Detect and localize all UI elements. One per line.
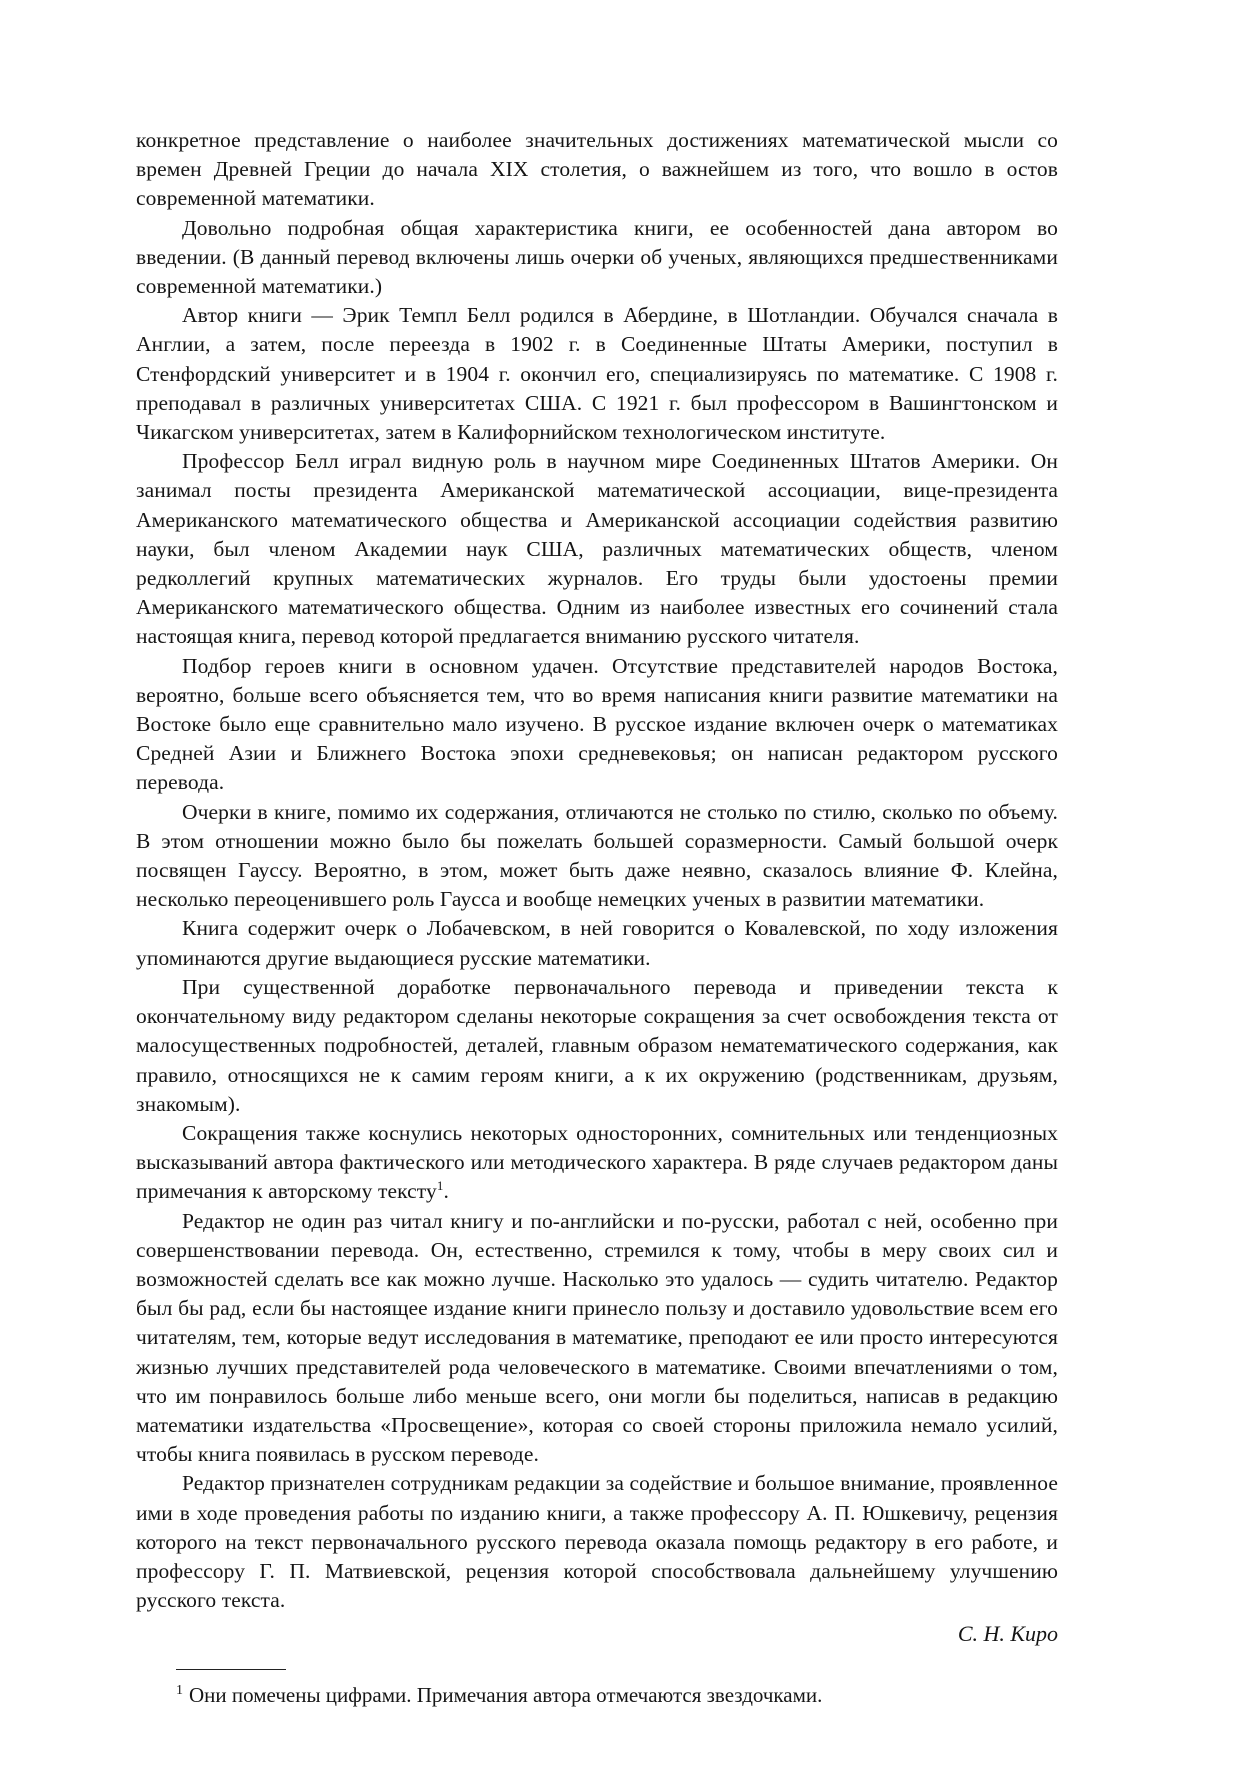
paragraph-editorial-notes [136, 1119, 1058, 1207]
paragraph-editorial-notes-text: Сокращения также коснулись некоторых односторонних, сомнительных или тенденциозных высказываний автора фактического или методического характера. В ряде случаев редактором даны примечания к авторскому тексту [136, 1120, 1058, 1204]
footnote-reference: 1 [436, 1178, 444, 1194]
footnote-mark: 1 [176, 1683, 183, 1699]
paragraph-selection-of-heroes: Подбор героев книги в основном удачен. Отсутствие представителей народов Востока, вероятно, больше всего объясняется тем, что во время написания книги развитие математики на Востоке было еще сравнительно мало изучено. В русское издание включен очерк о математиках Средней Азии и Ближнего Востока эпохи средневековья; он написан редактором русского перевода. [136, 653, 1058, 795]
paragraph-introduction-note: Довольно подробная общая характеристика книги, ее особенностей дана автором во введении. (В данный перевод включены лишь очерки об ученых, являющихся предшественниками современной математики.) [136, 215, 1058, 299]
paragraph-author-biography: Автор книги — Эрик Темпл Белл родился в Абердине, в Шотландии. Обучался сначала в Англии, а затем, после переезда в 1902 г. в Соединенные Штаты Америки, поступил в Стенфордский университет и в 1904 г. окончил его, специализируясь по математике. С 1908 г. преподавал в различных университетах США. С 1921 г. был профессором в Вашингтонском и Чикагском университетах, затем в Калифорнийском технологическом институте. [136, 303, 1058, 445]
document-page [136, 126, 1058, 1710]
footnote-divider [176, 1669, 286, 1670]
paragraph-editor-work: Редактор не один раз читал книгу и по-английски и по-русски, работал с ней, особенно при совершенствовании перевода. Он, естественно, стремился к тому, чтобы в меру своих сил и возможностей сделать все как можно лучше. Насколько это удалось — судить читателю. Редактор был бы рад, если бы настоящее издание книги принесло пользу и доставило удовольствие всем его читателям, тем, которые ведут исследования в математике, преподают ее или просто интересуются жизнью лучших представителей рода человеческого в математике. Своими впечатлениями о том, что им понравилось больше либо меньше всего, они могли бы поделиться, написав в редакцию математики издательства «Просвещение», которая со своей стороны приложила немало усилий, чтобы книга появилась в русском переводе. [136, 1208, 1058, 1467]
editor-signature: С. Н. Киро [957, 1621, 1058, 1647]
paragraph-intro-continuation: конкретное представление о наиболее значительных достижениях математической мысли со времен Древней Греции до начала XIX столетия, о важнейшем из того, что вошло в остов современной математики. [136, 128, 1058, 211]
footnote-reference-tail: . [443, 1179, 449, 1204]
footnote-text: Они помечены цифрами. Примечания автора отмечаются звездочками. [189, 1683, 823, 1708]
footnote [136, 1680, 1058, 1710]
paragraph-author-role: Профессор Белл играл видную роль в научном мире Соединенных Штатов Америки. Он занимал посты президента Американской математической ассоциации, вице-президента Американского математического общества и Американской ассоциации содействия развитию науки, был членом Академии наук США, различных математических обществ, членом редколлегий крупных математических журналов. Его труды были удостоены премии Американского математического общества. Одним из наиболее известных его сочинений стала настоящая книга, перевод которой предлагается вниманию русского читателя. [136, 449, 1058, 649]
paragraph-abridgements: При существенной доработке первоначального перевода и приведении текста к окончательному виду редактором сделаны некоторые сокращения за счет освобождения текста от малосущественных подробностей, деталей, главным образом нематематического содержания, как правило, относящихся не к самим героям книги, а к их окружению (родственникам, друзьям, знакомым). [136, 974, 1058, 1116]
paragraph-essays-volume: Очерки в книге, помимо их содержания, отличаются не столько по стилю, сколько по объему. В этом отношении можно было бы пожелать большей соразмерности. Самый большой очерк посвящен Гауссу. Вероятно, в этом, может быть даже неявно, сказалось влияние Ф. Клейна, несколько переоценившего роль Гаусса и вообще немецких ученых в развитии математики. [136, 799, 1058, 912]
paragraph-russian-mathematicians: Книга содержит очерк о Лобачевском, в ней говорится о Ковалевской, по ходу изложения упоминаются другие выдающиеся русские математики. [136, 916, 1058, 970]
paragraph-acknowledgements: Редактор признателен сотрудникам редакции за содействие и большое внимание, проявленное ими в ходе проведения работы по изданию книги, а также профессору А. П. Юшкевичу, рецензия которого на текст первоначального русского перевода оказала помощь редактору в его работе, и профессору Г. П. Матвиевской, рецензия которой способствовала дальнейшему улучшению русского текста. [136, 1471, 1058, 1613]
